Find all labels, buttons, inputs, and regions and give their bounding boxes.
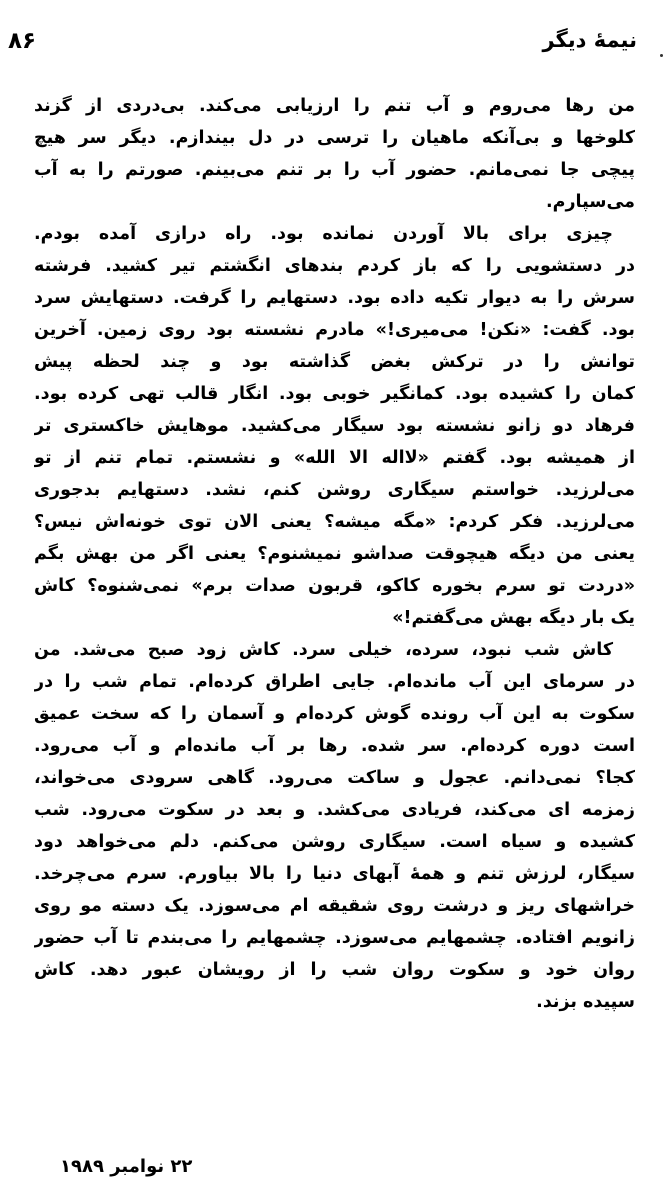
- text-line: یک بار دیگه بهش می‌گفتم!»: [392, 608, 635, 628]
- date-line: ۲۲ نوامبر ۱۹۸۹: [60, 1156, 193, 1177]
- text-line: بود. گفت: «نکن! می‌میری!» مادرم نشسته بود روی زمین. آخرین: [34, 320, 635, 340]
- text-line: سکوت به این آب رونده گوش کرده‌ام و آسمان را که سخت عمیق: [34, 704, 635, 724]
- page-body: [34, 90, 635, 1018]
- text-line: زانویم افتاده. چشمهایم می‌سوزد. چشمهایم را می‌بندم تا آب حضور: [34, 928, 635, 948]
- text-line: در سرمای این آب مانده‌ام. جایی اطراق کرده‌ام. تمام شب را در: [34, 672, 635, 692]
- text-line: سیگار، لرزش تنم و همهٔ آبهای دنیا را بالا بیاورم. سرم می‌چرخد.: [34, 864, 635, 884]
- text-line: کجا؟ نمی‌دانم. عجول و ساکت می‌رود. گاهی سرودی می‌خواند،: [34, 768, 635, 788]
- text-line: می‌لرزید. خواستم سیگاری روشن کنم، نشد. دستهایم بدجوری: [34, 480, 635, 500]
- text-line: در دستشویی را که باز کردم بندهای انگشتم تیر کشید. فرشته: [34, 256, 635, 276]
- text-line: است دوره کرده‌ام. سر شده. رها بر آب مانده‌ام و آب می‌رود.: [34, 736, 635, 756]
- text-line: زمزمه ای می‌کند، فریادی می‌کشد. و بعد در سکوت می‌رود. شب: [34, 800, 635, 820]
- text-line: چیزی برای بالا آوردن نمانده بود. راه درازی آمده بودم.: [34, 224, 613, 244]
- page-number: ۸۶: [8, 28, 37, 54]
- page-header: [8, 28, 637, 64]
- text-line: توانش را در ترکش بغض گذاشته بود و چند لحظه پیش: [34, 352, 635, 372]
- margin-speck: [660, 54, 663, 57]
- running-title: نیمهٔ دیگر: [542, 28, 637, 52]
- text-line: من رها می‌روم و آب تنم را ارزیابی می‌کند. بی‌دردی از گزند: [34, 96, 635, 116]
- text-line: کاش شب نبود، سرده، خیلی سرد. کاش زود صبح می‌شد. من: [34, 640, 613, 660]
- text-line: یعنی من دیگه هیچوقت صداشو نمیشنوم؟ یعنی اگر من بهش بگم: [34, 544, 635, 564]
- text-line: می‌سپارم.: [545, 192, 635, 212]
- text-line: کمان را کشیده بود. کمانگیر خوبی بود. انگار قالب تهی کرده بود.: [34, 384, 635, 404]
- text-line: کشیده و سیاه است. سیگاری روشن می‌کنم. دلم می‌خواهد دود: [34, 832, 635, 852]
- text-line: سپیده بزند.: [536, 992, 635, 1012]
- text-line: پیچی جا نمی‌مانم. حضور آب را بر تنم می‌بینم. صورتم را به آب: [34, 160, 635, 180]
- text-line: از همیشه بود. گفتم «لااله الا الله» و نشستم. تمام تنم از تو: [34, 448, 635, 468]
- text-line: سرش را به دیوار تکیه داده بود. دستهایم را گرفت. دستهایش سرد: [34, 288, 635, 308]
- text-line: کلوخها و بی‌آنکه ماهیان را ترسی در دل بیندازم. دیگر سر هیچ: [34, 128, 635, 148]
- text-line: خراشهای ریز و درشت روی شقیقه ام می‌سوزد. یک دسته مو روی: [34, 896, 635, 916]
- text-line: می‌لرزید. فکر کردم: «مگه میشه؟ یعنی الان توی خونه‌اش نیس؟: [34, 512, 635, 532]
- text-line: «دردت تو سرم بخوره کاکو، قربون صدات برم» نمی‌شنوه؟ کاش: [34, 576, 635, 596]
- text-line: فرهاد دو زانو نشسته بود سیگار می‌کشید. موهایش خاکستری تر: [34, 416, 635, 436]
- text-line: روان خود و سکوت روان شب را از رویشان عبور دهد. کاش: [34, 960, 635, 980]
